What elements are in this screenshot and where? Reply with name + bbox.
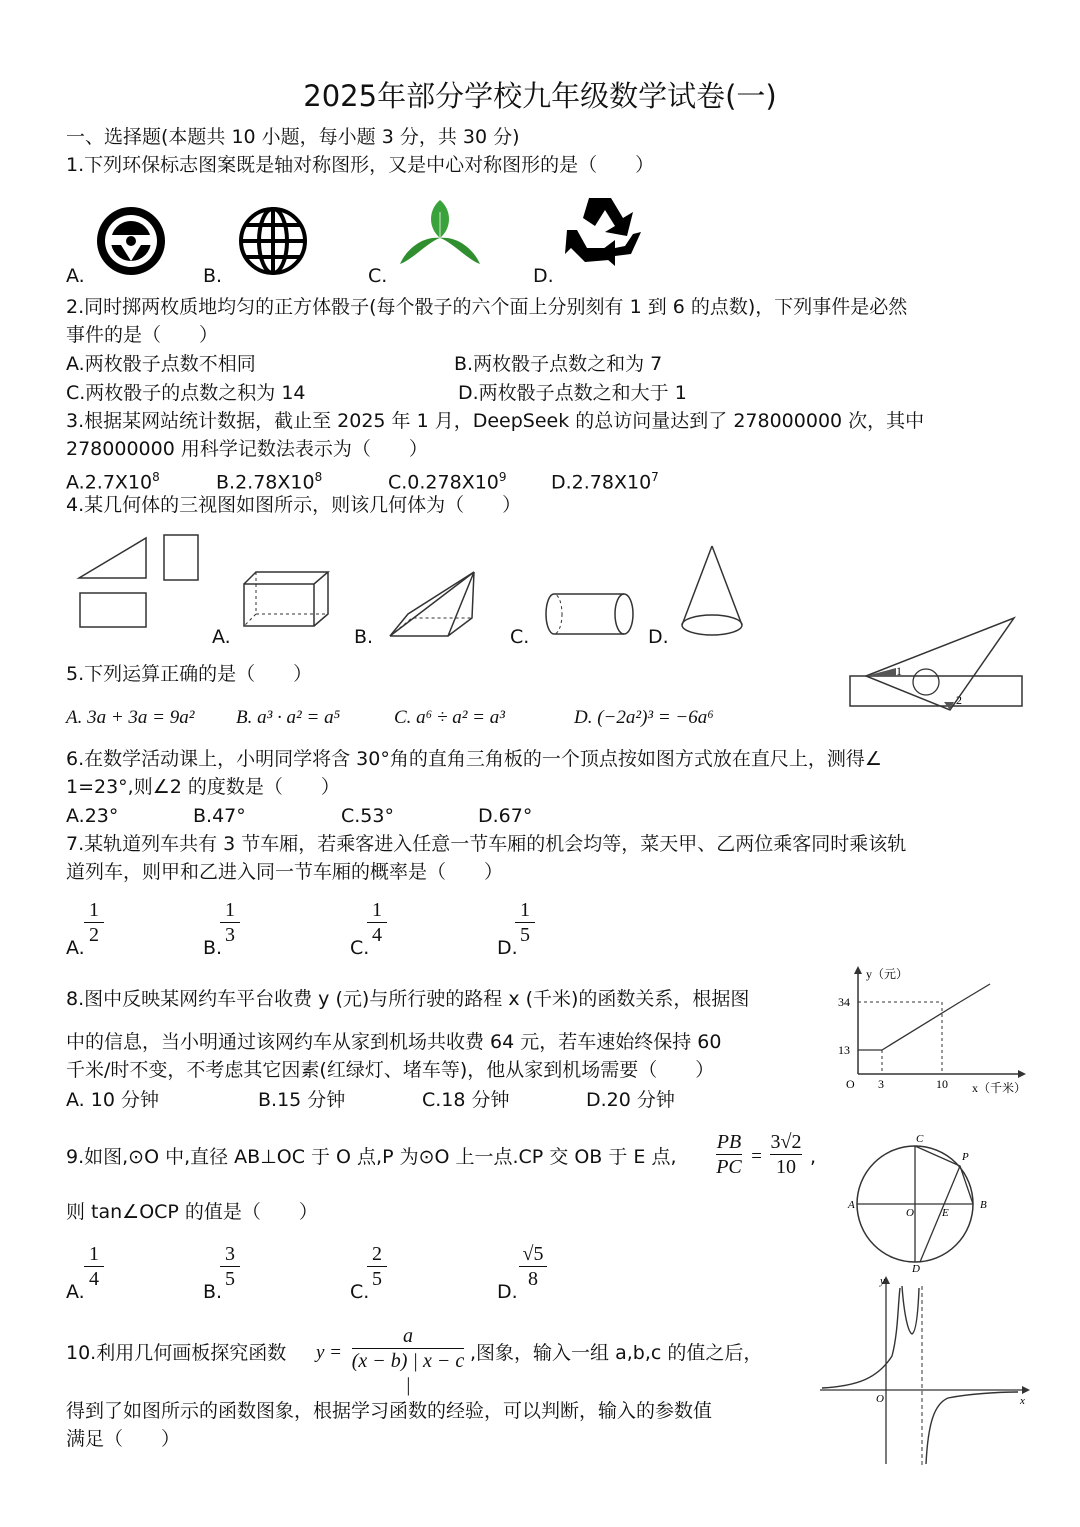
q1-option-label: B.	[203, 265, 223, 287]
q4-three-views-figure	[76, 532, 206, 632]
q6-ruler-triangle-figure	[846, 612, 1026, 712]
q2-stem: 事件的是（ ）	[66, 324, 219, 346]
q6-option-c: C.53°	[341, 805, 394, 827]
q8-stem: 千米/时不变，不考虑其它因素(红绿灯、堵车等)，他从家到机场需要（ ）	[66, 1059, 715, 1081]
q6-angle-1-label: 1	[896, 664, 902, 678]
q7-option-label: B.	[203, 937, 223, 959]
q5-option-a: A. 3a + 3a = 9a²	[66, 707, 195, 728]
q8-stem: 8.图中反映某网约车平台收费 y (元)与所行驶的路程 x (千米)的函数关系，根据图	[66, 988, 750, 1010]
q6-option-d: D.67°	[478, 805, 533, 827]
q8-tick-y: 13	[838, 1043, 850, 1057]
q3-option-c: $C.0.278X10^9$	[388, 470, 507, 494]
q6-angle-2-label: 2	[956, 693, 962, 707]
q8-tick-x: 3	[878, 1077, 884, 1091]
q5-option-b: B. a³ · a² = a⁵	[236, 707, 341, 728]
q9-option-label: B.	[203, 1281, 223, 1303]
q8-x-axis-label: x（千米）	[972, 1081, 1027, 1095]
q6-option-b: B.47°	[193, 805, 246, 827]
q5-option-d: D. (−2a²)³ = −6a⁶	[574, 707, 714, 728]
q1-option-label: D.	[533, 265, 554, 287]
q8-option-d: D.20 分钟	[586, 1089, 675, 1111]
q10-stem: 得到了如图所示的函数图象，根据学习函数的经验，可以判断，输入的参数值	[66, 1400, 713, 1422]
page-title: 2025年部分学校九年级数学试卷(一)	[303, 79, 777, 113]
q6-option-a: A.23°	[66, 805, 119, 827]
q3-stem: 3.根据某网站统计数据，截止至 2025 年 1 月，DeepSeek 的总访问量达到了 278000000 次，其中	[66, 410, 925, 432]
q8-option-c: C.18 分钟	[422, 1089, 510, 1111]
q1-logo-b-icon	[237, 205, 309, 277]
q4-option-label: A.	[212, 626, 231, 648]
q9-circle-figure	[846, 1132, 996, 1275]
q9-point-p: P	[962, 1151, 969, 1163]
q4-option-d-cone	[678, 543, 748, 639]
q9-point-e: E	[942, 1207, 949, 1219]
q9-option-label: A.	[66, 1281, 85, 1303]
q7-option-c-fraction: 1 4	[363, 898, 391, 947]
q8-tick-x: 10	[936, 1077, 948, 1091]
q9-stem: 9.如图,⊙O 中,直径 AB⊥OC 于 O 点,P 为⊙O 上一点.CP 交 OB 于 E 点,	[66, 1146, 677, 1168]
q8-stem: 中的信息，当小明通过该网约车从家到机场共收费 64 元，若车速始终保持 60	[66, 1031, 722, 1053]
q5-option-c: C. a⁶ ÷ a² = a³	[394, 707, 505, 728]
q10-stem: 10.利用几何画板探究函数	[66, 1342, 287, 1364]
q8-y-axis-label: y（元）	[866, 967, 909, 981]
q3-option-a: $A.2.7X10^8$	[66, 470, 160, 494]
q9-option-c-fraction: 2 5	[363, 1242, 391, 1291]
q1-stem: 1.下列环保标志图案既是轴对称图形，又是中心对称图形的是（ ）	[66, 154, 655, 176]
q9-ratio-value: 3√2 10	[770, 1131, 802, 1178]
q3-stem: 278000000 用科学记数法表示为（ ）	[66, 438, 428, 460]
q4-option-label: B.	[354, 626, 374, 648]
q10-origin-label: O	[876, 1393, 884, 1405]
q7-option-a-fraction: 1 2	[80, 898, 108, 947]
q9-point-o: O	[906, 1207, 914, 1219]
q5-stem: 5.下列运算正确的是（ ）	[66, 663, 313, 685]
q8-option-a: A. 10 分钟	[66, 1089, 159, 1111]
q8-origin-label: O	[846, 1077, 855, 1091]
q2-option-b: B.两枚骰子点数之和为 7	[454, 353, 663, 375]
q4-option-b-prism	[386, 570, 478, 640]
q7-stem: 7.某轨道列车共有 3 节车厢，若乘客进入任意一节车厢的机会均等，菜天甲、乙两位乘客同时乘该轨	[66, 833, 907, 855]
q9-point-c: C	[916, 1133, 924, 1145]
q4-option-label: D.	[648, 626, 669, 648]
q7-option-label: D.	[497, 937, 518, 959]
q1-option-label: A.	[66, 265, 85, 287]
q4-option-c-cylinder	[544, 590, 636, 638]
q9-comma: ,	[810, 1146, 817, 1168]
q10-x-axis-label: x	[1020, 1395, 1025, 1407]
q7-option-label: C.	[350, 937, 370, 959]
q9-point-a: A	[848, 1199, 855, 1211]
q10-y-axis-label: y	[880, 1275, 885, 1287]
q8-option-b: B.15 分钟	[258, 1089, 346, 1111]
q7-option-b-fraction: 1 3	[216, 898, 244, 947]
q9-option-b-fraction: 3 5	[216, 1242, 244, 1291]
q3-option-b: $B.2.78X10^8$	[216, 470, 323, 494]
q10-stem: 满足（ ）	[66, 1428, 181, 1450]
q2-option-a: A.两枚骰子点数不相同	[66, 353, 256, 375]
q1-logo-c-icon	[398, 198, 482, 270]
q9-ratio-pb-pc: PB PC	[716, 1131, 742, 1178]
q10-fn-lhs: y =	[316, 1342, 343, 1363]
q1-logo-d-recycle-icon	[563, 192, 645, 272]
q3-option-d: $D.2.78X10^7$	[551, 470, 659, 494]
q9-stem: 则 tan∠OCP 的值是（ ）	[66, 1201, 318, 1223]
q9-option-label: D.	[497, 1281, 518, 1303]
q6-stem: 1=23°,则∠2 的度数是（ ）	[66, 776, 340, 798]
q1-logo-a-icon	[95, 205, 167, 277]
q10-function-fraction: a (x − b) | x − c |	[351, 1325, 465, 1396]
q1-option-label: C.	[368, 265, 388, 287]
q9-point-b: B	[980, 1199, 987, 1211]
q8-fare-graph	[832, 962, 1028, 1102]
q9-equals: =	[750, 1146, 763, 1167]
q8-tick-y: 34	[838, 995, 850, 1009]
q10-function-graph	[818, 1274, 1032, 1470]
q9-option-label: C.	[350, 1281, 370, 1303]
q7-option-d-fraction: 1 5	[511, 898, 539, 947]
q2-option-d: D.两枚骰子点数之和大于 1	[458, 382, 687, 404]
q2-stem: 2.同时掷两枚质地均匀的正方体骰子(每个骰子的六个面上分别刻有 1 到 6 的点数)，下列事件是必然	[66, 296, 908, 318]
q7-option-label: A.	[66, 937, 85, 959]
q7-stem: 道列车，则甲和乙进入同一节车厢的概率是（ ）	[66, 861, 504, 883]
q9-option-a-fraction: 1 4	[80, 1242, 108, 1291]
q9-point-d: D	[912, 1263, 920, 1275]
section-heading: 一、选择题(本题共 10 小题，每小题 3 分，共 30 分)	[66, 126, 520, 148]
q4-option-label: C.	[510, 626, 530, 648]
q10-stem: ,图象，输入一组 a,b,c 的值之后，	[470, 1342, 763, 1364]
q4-stem: 4.某几何体的三视图如图所示，则该几何体为（ ）	[66, 494, 522, 516]
q4-option-a-cuboid	[240, 570, 332, 630]
q6-stem: 6.在数学活动课上，小明同学将含 30°角的直角三角板的一个顶点按如图方式放在直尺上，测得∠	[66, 748, 882, 770]
q9-option-d-fraction: √5 8	[515, 1242, 551, 1291]
q2-option-c: C.两枚骰子的点数之积为 14	[66, 382, 306, 404]
